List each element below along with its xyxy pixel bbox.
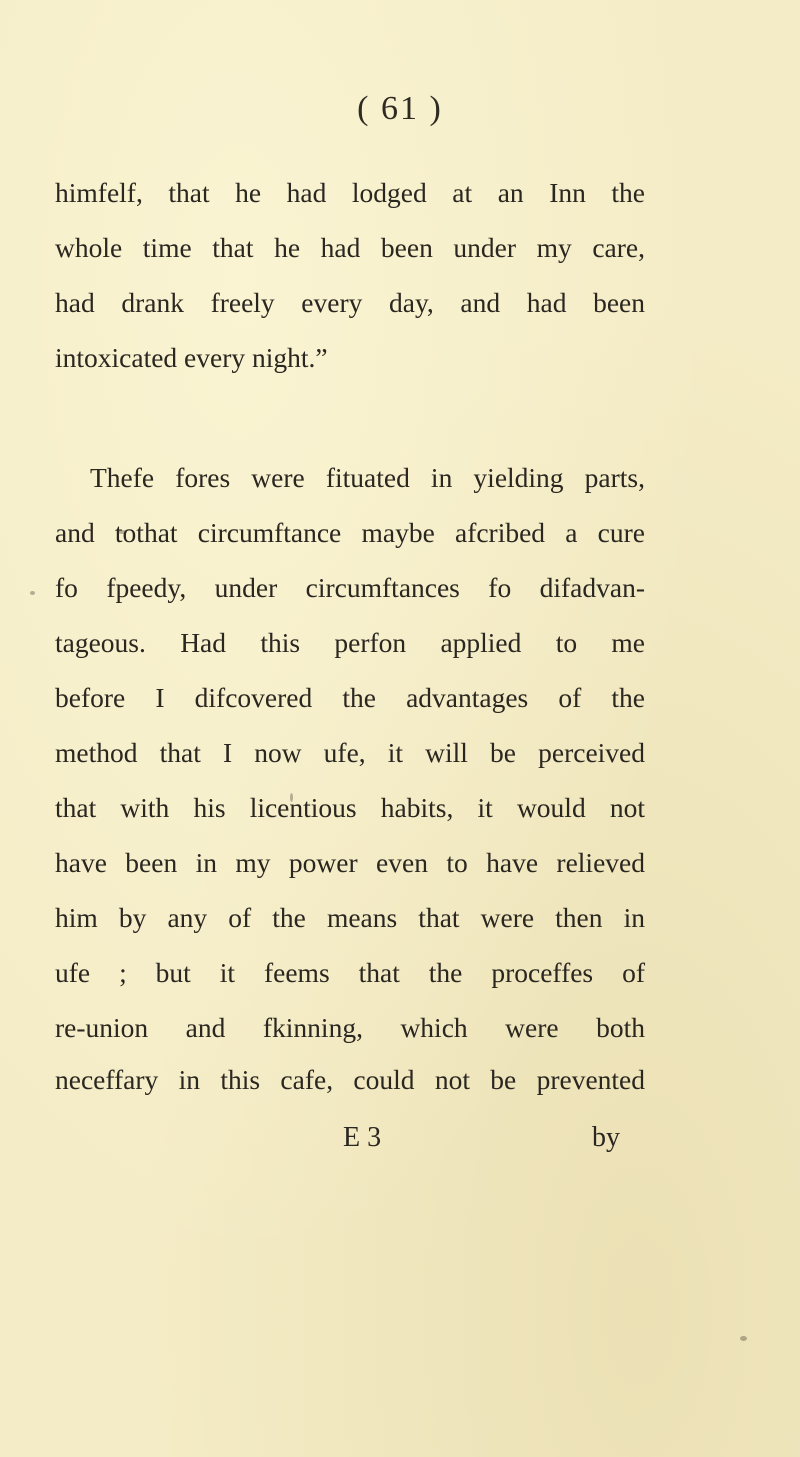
page-number: ( 61 ) (357, 90, 443, 127)
text-line: neceffary in this cafe, could not be prevented (55, 1064, 645, 1095)
text-line: him by any of the means that were then in (55, 902, 645, 933)
text-line: and tothat circumftance maybe afcribed a cure (55, 517, 645, 548)
text-line: himfelf, that he had lodged at an Inn the (55, 177, 645, 208)
paper-speck (740, 1336, 747, 1341)
text-line: whole time that he had been under my care, (55, 232, 645, 263)
signature-mark: E 3 (343, 1122, 382, 1153)
text-line: ufe ; but it feems that the proceffes of (55, 957, 645, 988)
text-line: tageous. Had this perfon applied to me (55, 627, 645, 658)
paper-speck (30, 591, 35, 595)
paper-speck (290, 793, 293, 802)
catchword: by (592, 1122, 620, 1153)
text-line: Thefe fores were fituated in yielding parts, (90, 462, 645, 493)
paper-speck (118, 530, 127, 534)
text-line: method that I now ufe, it will be perceived (55, 737, 645, 768)
text-line: re-union and fkinning, which were both (55, 1012, 645, 1043)
text-line: intoxicated every night.” (55, 342, 328, 373)
text-line: before I difcovered the advantages of the (55, 682, 645, 713)
text-line: have been in my power even to have relieved (55, 847, 645, 878)
text-line: that with his licentious habits, it would not (55, 792, 645, 823)
text-line: had drank freely every day, and had been (55, 287, 645, 318)
text-line: fo fpeedy, under circumftances fo difadvan- (55, 572, 645, 603)
